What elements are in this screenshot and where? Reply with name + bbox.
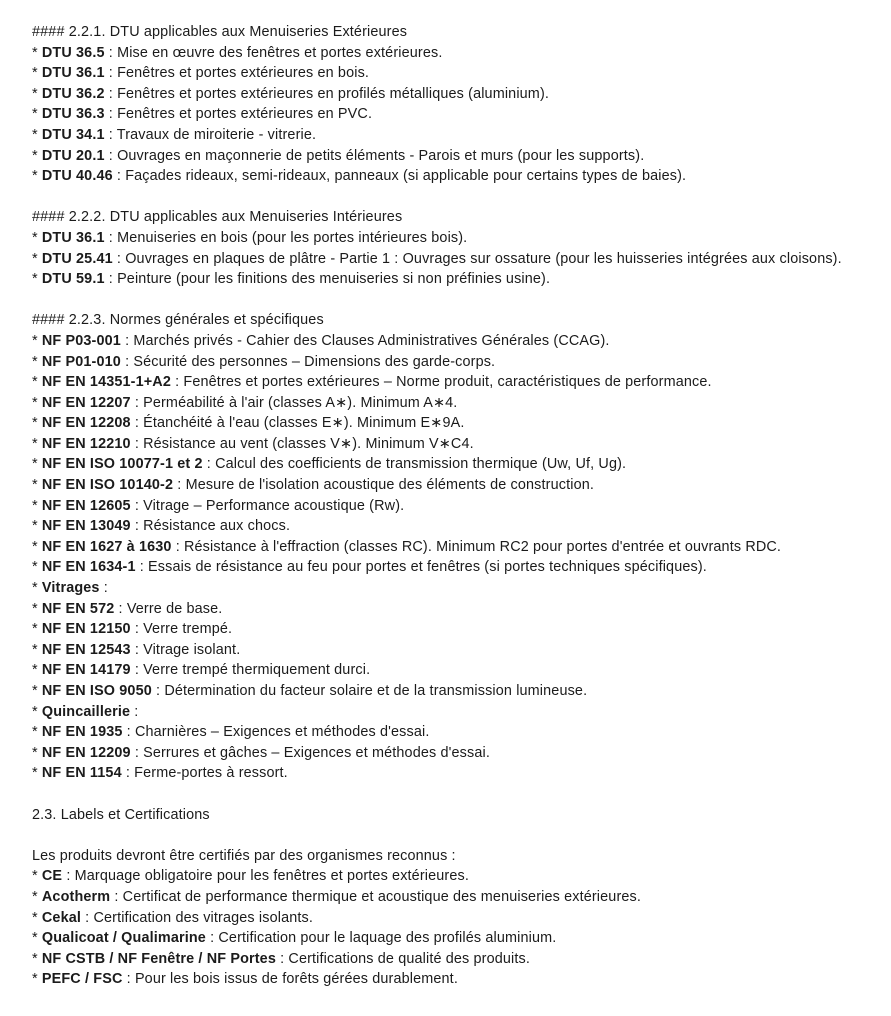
- standard-description: Vitrage isolant.: [143, 641, 241, 658]
- standard-reference: NF EN 14351-1+A2: [41, 374, 171, 391]
- standard-description: Certifications de qualité des produits.: [288, 950, 531, 967]
- bullet-marker: *: [32, 497, 42, 514]
- standard-reference: NF EN 1154: [41, 765, 122, 782]
- separator: :: [120, 353, 134, 370]
- standard-description: Certification pour le laquage des profilés aluminium.: [218, 930, 557, 947]
- separator: :: [122, 971, 135, 988]
- standard-reference: DTU 36.1: [41, 65, 105, 82]
- section-heading: #### 2.2.3. Normes générales et spécifiques: [32, 312, 324, 329]
- list-item: [32, 702, 891, 723]
- standard-reference: NF EN 1935: [41, 724, 123, 741]
- bullet-marker: *: [32, 724, 42, 741]
- separator: :: [130, 518, 144, 535]
- bullet-marker: *: [32, 147, 42, 164]
- standard-description: Ouvrages en maçonnerie de petits éléments - Parois et murs (pour les supports).: [117, 147, 645, 164]
- standard-reference: NF EN 12150: [41, 621, 131, 638]
- standard-reference: DTU 36.1: [41, 229, 105, 246]
- separator: :: [114, 600, 127, 617]
- bullet-marker: *: [32, 435, 42, 452]
- standard-reference: DTU 34.1: [41, 126, 105, 143]
- list-item: [32, 557, 891, 578]
- standard-description: Pour les bois issus de forêts gérées durablement.: [134, 971, 458, 988]
- list-item: [32, 249, 891, 270]
- separator: :: [121, 765, 135, 782]
- list-item: [32, 599, 891, 620]
- bullet-marker: *: [32, 518, 42, 535]
- standard-reference: NF EN 12210: [41, 435, 131, 452]
- standard-description: Résistance à l'effraction (classes RC). Minimum RC2 pour portes d'entrée et ouvrants RDC.: [183, 538, 782, 555]
- list-item: [32, 578, 891, 599]
- standard-description: Résistance au vent (classes V∗). Minimum V∗C4.: [143, 435, 474, 452]
- list-item: [32, 104, 891, 125]
- standard-reference: Quincaillerie: [41, 703, 131, 720]
- bullet-marker: *: [32, 950, 42, 967]
- bullet-marker: *: [32, 456, 42, 473]
- standard-reference: Acotherm: [41, 888, 111, 905]
- standard-description: Détermination du facteur solaire et de la transmission lumineuse.: [164, 683, 588, 699]
- standard-description: Mesure de l'isolation acoustique des éléments de construction.: [185, 477, 595, 494]
- separator: :: [173, 477, 186, 494]
- standard-reference: DTU 36.3: [41, 106, 105, 123]
- separator: :: [112, 168, 126, 185]
- standard-description: Travaux de miroiterie - vitrerie.: [116, 126, 317, 143]
- bullet-marker: *: [32, 106, 42, 123]
- standard-description: Essais de résistance au feu pour portes et fenêtres (si portes techniques spécifiques).: [148, 559, 707, 576]
- separator: :: [135, 559, 149, 576]
- list-item: [32, 434, 891, 455]
- bullet-marker: *: [32, 44, 42, 61]
- separator: :: [110, 888, 123, 905]
- standard-reference: NF EN 1627 à 1630: [41, 538, 172, 555]
- blank-line: [32, 825, 891, 846]
- standard-description: Étanchéité à l'eau (classes E∗). Minimum E∗9A.: [143, 415, 465, 432]
- bullet-marker: *: [32, 332, 42, 349]
- separator: :: [130, 394, 144, 411]
- list-item: [32, 619, 891, 640]
- standard-description: Fenêtres et portes extérieures en PVC.: [117, 106, 373, 123]
- standard-reference: DTU 36.5: [41, 44, 105, 61]
- bullet-marker: *: [32, 415, 42, 432]
- separator: :: [130, 744, 144, 761]
- separator: :: [130, 497, 144, 514]
- bullet-marker: *: [32, 353, 42, 370]
- bullet-marker: *: [32, 229, 42, 246]
- list-item: [32, 969, 891, 990]
- standard-description: Verre de base.: [126, 600, 223, 617]
- list-item: [32, 908, 891, 929]
- standard-reference: NF EN 12208: [41, 415, 131, 432]
- standard-description: Serrures et gâches – Exigences et méthodes d'essai.: [143, 744, 490, 761]
- standard-reference: NF EN 1634-1: [41, 559, 136, 576]
- bullet-marker: *: [32, 909, 42, 926]
- bullet-marker: *: [32, 662, 42, 679]
- list-item: [32, 269, 891, 290]
- standard-reference: NF EN 12207: [41, 394, 131, 411]
- standard-description: Certificat de performance thermique et acoustique des menuiseries extérieures.: [122, 888, 642, 905]
- standard-description: Ouvrages en plaques de plâtre - Partie 1 : Ouvrages sur ossature (pour les huisseries intégrées aux cloisons).: [125, 250, 842, 267]
- separator: :: [99, 580, 108, 597]
- bullet-marker: *: [32, 703, 42, 720]
- separator: :: [275, 950, 289, 967]
- bullet-marker: *: [32, 600, 42, 617]
- separator: :: [104, 126, 117, 143]
- standard-description: Mise en œuvre des fenêtres et portes extérieures.: [117, 44, 443, 61]
- separator: :: [104, 147, 118, 164]
- bullet-marker: *: [32, 971, 42, 988]
- separator: :: [151, 683, 165, 699]
- standard-reference: CE: [41, 868, 63, 885]
- section-heading: #### 2.2.1. DTU applicables aux Menuiseries Extérieures: [32, 24, 408, 40]
- separator: :: [104, 229, 118, 246]
- list-item: [32, 84, 891, 105]
- separator: :: [104, 65, 118, 82]
- list-item: [32, 949, 891, 970]
- bullet-marker: *: [32, 477, 42, 494]
- bullet-marker: *: [32, 559, 42, 576]
- standard-reference: NF EN 13049: [41, 518, 131, 535]
- separator: :: [130, 703, 139, 720]
- list-item: [32, 887, 891, 908]
- standard-reference: DTU 25.41: [41, 250, 113, 267]
- paragraph-line: 2.3. Labels et Certifications: [32, 806, 210, 823]
- standard-reference: NF EN 12543: [41, 641, 131, 658]
- list-item: [32, 537, 891, 558]
- blank-line: [32, 290, 891, 311]
- list-item: [32, 125, 891, 146]
- standard-reference: Qualicoat / Qualimarine: [41, 930, 206, 947]
- list-item: [32, 331, 891, 352]
- standard-description: Façades rideaux, semi-rideaux, panneaux (si applicable pour certains types de baies).: [125, 168, 687, 185]
- bullet-marker: *: [32, 126, 42, 143]
- bullet-marker: *: [32, 683, 42, 699]
- standard-reference: NF EN ISO 9050: [41, 683, 152, 699]
- list-item: [32, 516, 891, 537]
- list-item: [32, 454, 891, 475]
- bullet-marker: *: [32, 641, 42, 658]
- bullet-marker: *: [32, 250, 42, 267]
- standard-reference: Vitrages: [41, 580, 100, 597]
- separator: :: [120, 332, 134, 349]
- standard-description: Peinture (pour les finitions des menuiseries si non préfinies usine).: [117, 271, 551, 288]
- bullet-marker: *: [32, 580, 42, 597]
- standard-description: Verre trempé.: [143, 621, 233, 638]
- standard-reference: PEFC / FSC: [41, 971, 123, 988]
- bullet-marker: *: [32, 374, 42, 391]
- standard-description: Résistance aux chocs.: [143, 518, 291, 535]
- list-item: [32, 352, 891, 373]
- list-item: [32, 928, 891, 949]
- bullet-marker: *: [32, 65, 42, 82]
- list-item: [32, 681, 891, 702]
- separator: :: [104, 271, 118, 288]
- standard-description: Marquage obligatoire pour les fenêtres et portes extérieures.: [74, 868, 469, 885]
- standard-description: Calcul des coefficients de transmission thermique (Uw, Uf, Ug).: [215, 456, 627, 473]
- separator: :: [130, 662, 144, 679]
- standard-description: Certification des vitrages isolants.: [93, 909, 313, 926]
- list-item: [32, 475, 891, 496]
- separator: :: [171, 538, 184, 555]
- separator: :: [130, 641, 144, 658]
- standard-description: Perméabilité à l'air (classes A∗). Minimum A∗4.: [143, 394, 458, 411]
- separator: :: [81, 909, 94, 926]
- list-item: [32, 413, 891, 434]
- list-item: [32, 63, 891, 84]
- standard-description: Charnières – Exigences et méthodes d'essai.: [134, 724, 430, 741]
- list-item: [32, 722, 891, 743]
- blank-line: [32, 784, 891, 805]
- bullet-marker: *: [32, 621, 42, 638]
- separator: :: [130, 435, 144, 452]
- blank-line: [32, 187, 891, 208]
- standard-reference: Cekal: [41, 909, 82, 926]
- standard-description: Ferme-portes à ressort.: [134, 765, 288, 782]
- standard-description: Vitrage – Performance acoustique (Rw).: [143, 497, 405, 514]
- standard-reference: NF EN ISO 10077-1 et 2: [41, 456, 203, 473]
- standard-reference: NF EN 14179: [41, 662, 131, 679]
- list-item: [32, 228, 891, 249]
- standard-description: Menuiseries en bois (pour les portes intérieures bois).: [117, 229, 468, 246]
- separator: :: [104, 85, 118, 102]
- list-item: [32, 146, 891, 167]
- separator: :: [104, 44, 118, 61]
- standard-description: Fenêtres et portes extérieures – Norme produit, caractéristiques de performance.: [183, 374, 712, 391]
- standard-reference: DTU 36.2: [41, 85, 105, 102]
- standard-description: Sécurité des personnes – Dimensions des garde-corps.: [133, 353, 496, 370]
- standard-reference: NF EN 12209: [41, 744, 131, 761]
- separator: :: [62, 868, 75, 885]
- list-item: [32, 496, 891, 517]
- separator: :: [112, 250, 126, 267]
- bullet-marker: *: [32, 85, 42, 102]
- separator: :: [122, 724, 135, 741]
- standard-reference: NF EN 12605: [41, 497, 131, 514]
- separator: :: [130, 621, 144, 638]
- bullet-marker: *: [32, 765, 42, 782]
- list-item: [32, 763, 891, 784]
- list-item: [32, 166, 891, 187]
- list-item: [32, 640, 891, 661]
- separator: :: [104, 106, 118, 123]
- list-item: [32, 866, 891, 887]
- separator: :: [205, 930, 219, 947]
- standard-description: Fenêtres et portes extérieures en bois.: [117, 65, 370, 82]
- standard-reference: DTU 40.46: [41, 168, 113, 185]
- standard-reference: NF EN ISO 10140-2: [41, 477, 174, 494]
- standard-reference: DTU 59.1: [41, 271, 105, 288]
- bullet-marker: *: [32, 271, 42, 288]
- list-item: [32, 393, 891, 414]
- bullet-marker: *: [32, 930, 42, 947]
- bullet-marker: *: [32, 868, 42, 885]
- paragraph-line: Les produits devront être certifiés par des organismes reconnus :: [32, 847, 456, 864]
- standard-reference: NF EN 572: [41, 600, 115, 617]
- separator: :: [130, 415, 144, 432]
- standard-reference: NF P03-001: [41, 332, 121, 349]
- bullet-marker: *: [32, 744, 42, 761]
- bullet-marker: *: [32, 394, 42, 411]
- standard-reference: DTU 20.1: [41, 147, 105, 164]
- bullet-marker: *: [32, 888, 42, 905]
- standard-reference: NF CSTB / NF Fenêtre / NF Portes: [41, 950, 276, 967]
- list-item: [32, 372, 891, 393]
- standard-reference: NF P01-010: [41, 353, 121, 370]
- separator: :: [202, 456, 216, 473]
- list-item: [32, 43, 891, 64]
- list-item: [32, 660, 891, 681]
- list-item: [32, 743, 891, 764]
- bullet-marker: *: [32, 538, 42, 555]
- standard-description: Fenêtres et portes extérieures en profilés métalliques (aluminium).: [117, 85, 550, 102]
- standard-description: Marchés privés - Cahier des Clauses Administratives Générales (CCAG).: [133, 332, 610, 349]
- section-heading: #### 2.2.2. DTU applicables aux Menuiseries Intérieures: [32, 209, 403, 226]
- standard-description: Verre trempé thermiquement durci.: [143, 662, 371, 679]
- separator: :: [170, 374, 184, 391]
- bullet-marker: *: [32, 168, 42, 185]
